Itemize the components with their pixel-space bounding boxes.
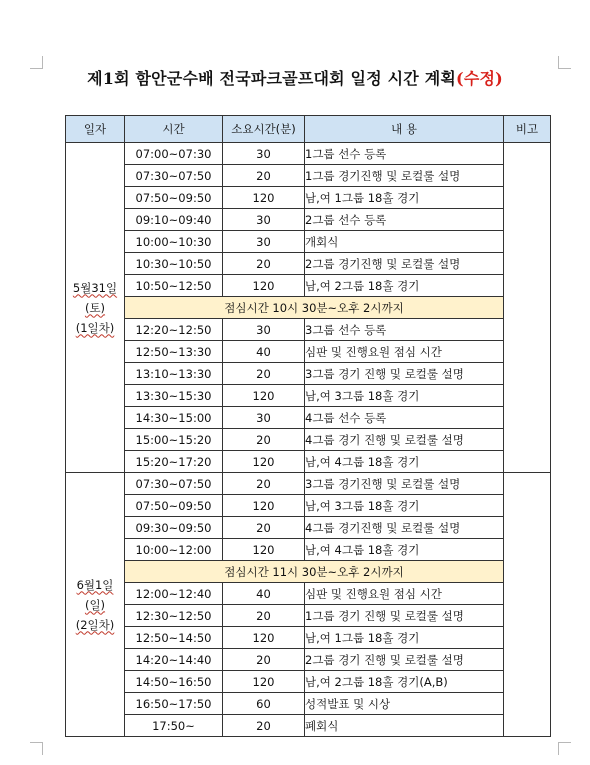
content-cell: 남,여 1그룹 18홀 경기 [305, 187, 504, 209]
table-row [66, 693, 551, 715]
content-cell: 2그룹 선수 등록 [305, 209, 504, 231]
content-cell: 1그룹 경기진행 및 로컬룰 설명 [305, 165, 504, 187]
day-weekday: (일) [84, 597, 106, 612]
table-row [66, 715, 551, 737]
table-row [66, 231, 551, 253]
content-cell: 성적발표 및 시상 [305, 693, 504, 715]
header-time: 시간 [125, 116, 223, 143]
time-cell: 09:30~09:50 [125, 517, 223, 539]
time-cell: 17:50~ [125, 715, 223, 737]
table-row [66, 165, 551, 187]
page-corner-mark [30, 742, 43, 755]
page-title [0, 66, 590, 89]
table-row [66, 429, 551, 451]
time-cell: 12:50~14:50 [125, 627, 223, 649]
content-cell: 4그룹 선수 등록 [305, 407, 504, 429]
table-row [66, 363, 551, 385]
duration-cell: 20 [223, 165, 305, 187]
notes-cell [504, 473, 551, 737]
duration-cell: 120 [223, 627, 305, 649]
day-label: (2일차) [75, 617, 115, 632]
time-cell: 15:20~17:20 [125, 451, 223, 473]
duration-cell: 120 [223, 275, 305, 297]
day-date: 5월31일 [72, 280, 118, 295]
duration-cell: 120 [223, 671, 305, 693]
time-cell: 07:50~09:50 [125, 187, 223, 209]
duration-cell: 20 [223, 649, 305, 671]
time-cell: 12:20~12:50 [125, 319, 223, 341]
duration-cell: 120 [223, 451, 305, 473]
lunch-cell: 점심시간 11시 30분~오후 2시까지 [125, 561, 504, 583]
duration-cell: 20 [223, 363, 305, 385]
content-cell: 남,여 2그룹 18홀 경기 [305, 275, 504, 297]
duration-cell: 60 [223, 693, 305, 715]
duration-cell: 30 [223, 143, 305, 165]
table-row [66, 187, 551, 209]
time-cell: 09:10~09:40 [125, 209, 223, 231]
time-cell: 15:00~15:20 [125, 429, 223, 451]
content-cell: 4그룹 경기진행 및 로컬룰 설명 [305, 517, 504, 539]
content-cell: 남,여 1그룹 18홀 경기 [305, 627, 504, 649]
duration-cell: 20 [223, 715, 305, 737]
time-cell: 12:30~12:50 [125, 605, 223, 627]
table-row [66, 341, 551, 363]
lunch-row [66, 561, 551, 583]
time-cell: 16:50~17:50 [125, 693, 223, 715]
content-cell: 남,여 3그룹 18홀 경기 [305, 495, 504, 517]
time-cell: 13:10~13:30 [125, 363, 223, 385]
time-cell: 14:50~16:50 [125, 671, 223, 693]
duration-cell: 30 [223, 231, 305, 253]
table-row [66, 407, 551, 429]
duration-cell: 30 [223, 407, 305, 429]
title-main: 제1회 함안군수배 전국파크골프대회 일정 시간 계획 [87, 69, 457, 88]
content-cell: 심판 및 진행요원 점심 시간 [305, 341, 504, 363]
time-cell: 07:50~09:50 [125, 495, 223, 517]
title-revision: (수정) [456, 69, 503, 88]
time-cell: 10:50~12:50 [125, 275, 223, 297]
table-row [66, 253, 551, 275]
table-row [66, 671, 551, 693]
content-cell: 3그룹 선수 등록 [305, 319, 504, 341]
day-cell [66, 143, 125, 473]
duration-cell: 20 [223, 253, 305, 275]
day-label: (1일차) [75, 320, 115, 335]
table-header-row [66, 116, 551, 143]
content-cell: 남,여 4그룹 18홀 경기 [305, 539, 504, 561]
time-cell: 07:30~07:50 [125, 165, 223, 187]
table-row [66, 605, 551, 627]
table-row [66, 275, 551, 297]
table-row [66, 517, 551, 539]
time-cell: 12:50~13:30 [125, 341, 223, 363]
time-cell: 14:20~14:40 [125, 649, 223, 671]
table-row [66, 143, 551, 165]
header-duration: 소요시간(분) [223, 116, 305, 143]
time-cell: 14:30~15:00 [125, 407, 223, 429]
duration-cell: 120 [223, 187, 305, 209]
content-cell: 폐회식 [305, 715, 504, 737]
duration-cell: 30 [223, 209, 305, 231]
table-row [66, 319, 551, 341]
content-cell: 4그룹 경기 진행 및 로컬룰 설명 [305, 429, 504, 451]
content-cell: 2그룹 경기진행 및 로컬룰 설명 [305, 253, 504, 275]
lunch-cell: 점심시간 10시 30분~오후 2시까지 [125, 297, 504, 319]
duration-cell: 40 [223, 341, 305, 363]
duration-cell: 20 [223, 429, 305, 451]
duration-cell: 20 [223, 605, 305, 627]
duration-cell: 40 [223, 583, 305, 605]
content-cell: 남,여 2그룹 18홀 경기(A,B) [305, 671, 504, 693]
content-cell: 3그룹 경기 진행 및 로컬룰 설명 [305, 363, 504, 385]
time-cell: 10:00~12:00 [125, 539, 223, 561]
time-cell: 10:00~10:30 [125, 231, 223, 253]
schedule-table [65, 115, 551, 737]
duration-cell: 20 [223, 517, 305, 539]
day-weekday: (토) [84, 300, 106, 315]
lunch-row [66, 297, 551, 319]
time-cell: 07:30~07:50 [125, 473, 223, 495]
day-date: 6월1일 [76, 577, 114, 592]
header-content: 내 용 [305, 116, 504, 143]
content-cell: 심판 및 진행요원 점심 시간 [305, 583, 504, 605]
table-row [66, 495, 551, 517]
time-cell: 13:30~15:30 [125, 385, 223, 407]
notes-cell [504, 143, 551, 473]
table-row [66, 583, 551, 605]
duration-cell: 120 [223, 539, 305, 561]
page-corner-mark [558, 742, 571, 755]
content-cell: 2그룹 경기 진행 및 로컬룰 설명 [305, 649, 504, 671]
duration-cell: 120 [223, 385, 305, 407]
time-cell: 10:30~10:50 [125, 253, 223, 275]
duration-cell: 30 [223, 319, 305, 341]
header-date: 일자 [66, 116, 125, 143]
table-row [66, 451, 551, 473]
table-row [66, 539, 551, 561]
table-row [66, 385, 551, 407]
content-cell: 남,여 4그룹 18홀 경기 [305, 451, 504, 473]
table-row [66, 627, 551, 649]
header-notes: 비고 [504, 116, 551, 143]
content-cell: 1그룹 경기 진행 및 로컬룰 설명 [305, 605, 504, 627]
time-cell: 07:00~07:30 [125, 143, 223, 165]
content-cell: 남,여 3그룹 18홀 경기 [305, 385, 504, 407]
content-cell: 3그룹 경기진행 및 로컬룰 설명 [305, 473, 504, 495]
table-row [66, 649, 551, 671]
duration-cell: 120 [223, 495, 305, 517]
duration-cell: 20 [223, 473, 305, 495]
content-cell: 1그룹 선수 등록 [305, 143, 504, 165]
table-row [66, 473, 551, 495]
day-cell [66, 473, 125, 737]
table-row [66, 209, 551, 231]
time-cell: 12:00~12:40 [125, 583, 223, 605]
content-cell: 개회식 [305, 231, 504, 253]
